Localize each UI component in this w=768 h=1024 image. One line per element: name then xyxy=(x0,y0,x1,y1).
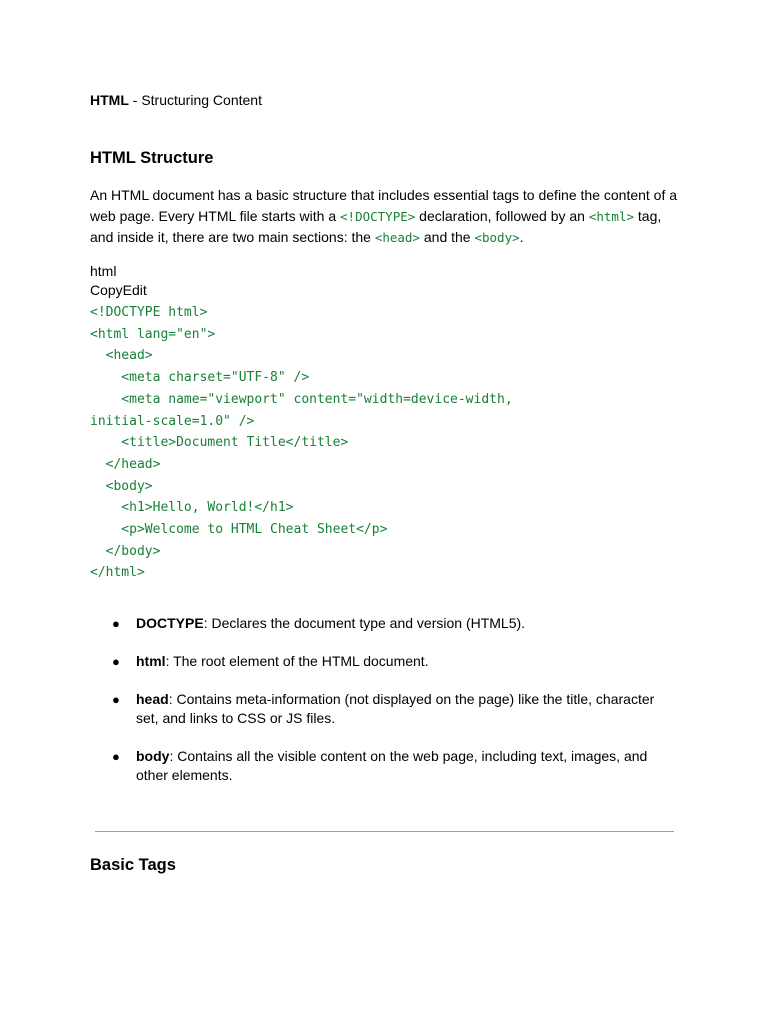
para-text: declaration, followed by an xyxy=(415,207,589,224)
inline-code-body: <body> xyxy=(474,230,520,245)
inline-code-head: <head> xyxy=(374,230,420,245)
bullet-term: head xyxy=(136,691,169,707)
bullet-desc: : Declares the document type and version (HTML5). xyxy=(203,615,526,631)
section-heading-html-structure: HTML Structure xyxy=(90,149,214,167)
list-item xyxy=(90,652,680,671)
code-line: <head> xyxy=(90,348,153,364)
code-block xyxy=(90,302,513,584)
section-heading-basic-tags: Basic Tags xyxy=(90,856,176,874)
document-title-rest: - Structuring Content xyxy=(128,92,262,108)
bullet-desc: : Contains meta-information (not displayed on the page) like the title, character set, and links to CSS or JS files. xyxy=(136,691,655,726)
bullet-icon: ● xyxy=(112,692,120,707)
code-line: </body> xyxy=(90,543,161,559)
bullet-desc: : The root element of the HTML document. xyxy=(165,653,429,669)
list-item xyxy=(90,614,680,633)
code-line: </html> xyxy=(90,565,145,581)
code-line: </head> xyxy=(90,456,161,472)
para-text: . xyxy=(519,229,524,245)
para-text: and the xyxy=(419,229,475,245)
code-line: <h1>Hello, World!</h1> xyxy=(90,500,294,516)
code-line: <body> xyxy=(90,478,153,494)
code-line: <!DOCTYPE html> xyxy=(90,305,208,320)
bullet-desc: : Contains all the visible content on the web page, including text, images, and other elements. xyxy=(136,748,648,783)
code-line: <p>Welcome to HTML Cheat Sheet</p> xyxy=(90,522,388,538)
bullet-list xyxy=(90,614,680,804)
list-item xyxy=(90,747,680,785)
horizontal-divider xyxy=(95,831,674,832)
bullet-term: html xyxy=(136,653,166,669)
code-line: <meta charset="UTF-8" /> xyxy=(90,370,310,386)
document-title xyxy=(90,92,262,108)
list-item xyxy=(90,690,680,728)
inline-code-html: <html> xyxy=(588,208,635,224)
code-line: <html lang="en"> xyxy=(90,326,216,342)
para-text: An HTML document has a basic structure that includes essential tags to define the content of a web page. Every HTML file starts with a xyxy=(90,187,678,224)
code-line: initial-scale=1.0" /> xyxy=(90,413,255,429)
document-title-bold: HTML xyxy=(90,92,129,108)
bullet-icon: ● xyxy=(112,616,120,631)
copy-edit-label[interactable]: CopyEdit xyxy=(90,282,147,298)
code-line: <meta name="viewport" content="width=device-width, xyxy=(90,391,513,407)
bullet-term: body xyxy=(136,748,170,764)
bullet-icon: ● xyxy=(112,749,120,764)
intro-paragraph xyxy=(90,185,680,249)
bullet-term: DOCTYPE xyxy=(136,615,204,631)
bullet-icon: ● xyxy=(112,654,120,669)
code-line: <title>Document Title</title> xyxy=(90,435,349,451)
para-text: tag, and inside it, there are two main sections: the xyxy=(90,207,662,245)
code-language-label: html xyxy=(90,263,117,279)
inline-code-doctype: <!DOCTYPE> xyxy=(340,208,416,224)
